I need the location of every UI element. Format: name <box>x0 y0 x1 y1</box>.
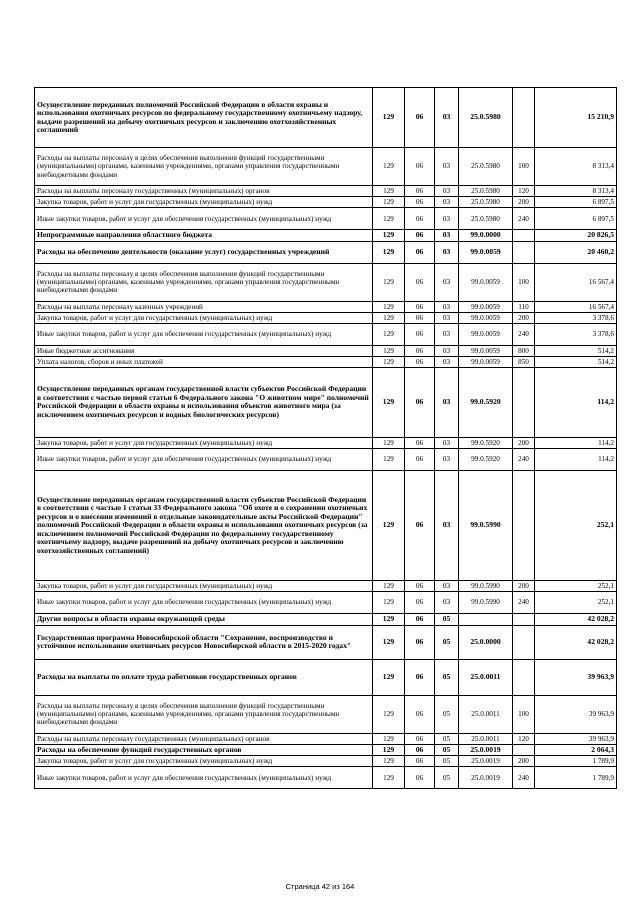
section-code-cell: 06 <box>405 470 435 580</box>
subsection-code-cell: 03 <box>435 470 459 580</box>
table-row <box>35 756 617 767</box>
section-code-cell: 06 <box>405 241 435 263</box>
row-name-cell: Закупка товаров, работ и услуг для государственных (муниципальных) нужд <box>35 756 373 767</box>
section-code-cell: 06 <box>405 208 435 230</box>
expense-type-code-cell <box>513 88 535 148</box>
subsection-code-cell: 03 <box>435 186 459 197</box>
section-code-cell: 06 <box>405 695 435 733</box>
row-name-cell: Расходы на обеспечение деятельности (оказание услуг) государственных учреждений <box>35 241 373 263</box>
row-name-cell: Расходы на обеспечение функций государственных органов <box>35 744 373 756</box>
table-row <box>35 592 617 614</box>
section-code-cell: 06 <box>405 301 435 312</box>
admin-code-cell: 129 <box>373 733 405 744</box>
row-name-cell: Закупка товаров, работ и услуг для государственных (муниципальных) нужд <box>35 580 373 591</box>
target-item-code-cell: 25.0.0019 <box>459 744 513 756</box>
target-item-code-cell: 99.0.5990 <box>459 470 513 580</box>
expense-type-code-cell <box>513 470 535 580</box>
target-item-code-cell: 25.0.5980 <box>459 197 513 208</box>
subsection-code-cell: 03 <box>435 197 459 208</box>
row-name-cell: Иные закупки товаров, работ и услуг для обеспечения государственных (муниципальных) нужд <box>35 592 373 614</box>
section-code-cell: 06 <box>405 88 435 148</box>
section-code-cell: 06 <box>405 312 435 323</box>
amount-cell: 39 963,9 <box>535 659 617 695</box>
row-name-cell: Иные закупки товаров, работ и услуг для обеспечения государственных (муниципальных) нужд <box>35 448 373 470</box>
row-name-cell: Иные закупки товаров, работ и услуг для обеспечения государственных (муниципальных) нужд <box>35 208 373 230</box>
table-row <box>35 733 617 744</box>
subsection-code-cell: 05 <box>435 756 459 767</box>
target-item-code-cell: 25.0.5980 <box>459 148 513 186</box>
row-name-cell: Осуществление переданных органам государственной власти субъектов Российской Федерации в соответствии с частью 1 статьи 33 Федерального закона "Об охоте и о сохранении охотничьих ресурсов и о внесении изменений в отдельные законодательные акты Российской Федерации" полномочий Российской Федерации в области охраны и использования охотничьих ресурсов (за исключением полномочий Российской Федерации по федеральному государственному охотничьему надзору, выдаче разрешений на добычу охотничьих ресурсов и заключению охотхозяйственных соглашений) <box>35 470 373 580</box>
target-item-code-cell: 99.0.5990 <box>459 580 513 591</box>
amount-cell: 114,2 <box>535 367 617 437</box>
admin-code-cell: 129 <box>373 263 405 301</box>
section-code-cell: 06 <box>405 367 435 437</box>
target-item-code-cell: 25.0.0019 <box>459 767 513 789</box>
admin-code-cell: 129 <box>373 448 405 470</box>
table-row <box>35 345 617 356</box>
row-name-cell: Другие вопросы в области охраны окружающей среды <box>35 614 373 626</box>
admin-code-cell: 129 <box>373 323 405 345</box>
section-code-cell: 06 <box>405 733 435 744</box>
amount-cell: 20 460,2 <box>535 241 617 263</box>
amount-cell: 39 963,9 <box>535 695 617 733</box>
target-item-code-cell: 99.0.0059 <box>459 323 513 345</box>
amount-cell: 252,1 <box>535 470 617 580</box>
admin-code-cell: 129 <box>373 592 405 614</box>
subsection-code-cell: 05 <box>435 659 459 695</box>
section-code-cell: 06 <box>405 744 435 756</box>
admin-code-cell: 129 <box>373 437 405 448</box>
section-code-cell: 06 <box>405 437 435 448</box>
section-code-cell: 06 <box>405 197 435 208</box>
admin-code-cell: 129 <box>373 186 405 197</box>
expense-type-code-cell: 200 <box>513 580 535 591</box>
budget-table <box>34 87 617 789</box>
amount-cell: 16 567,4 <box>535 301 617 312</box>
table-row <box>35 301 617 312</box>
row-name-cell: Расходы на выплаты персоналу в целях обеспечения выполнения функций государственными (муниципальными) органами, казенными учреждениями, органами управления государственными внебюджетными фондами <box>35 263 373 301</box>
row-name-cell: Расходы на выплаты персоналу в целях обеспечения выполнения функций государственными (муниципальными) органами, казенными учреждениями, органами управления государственными внебюджетными фондами <box>35 695 373 733</box>
admin-code-cell: 129 <box>373 744 405 756</box>
table-row <box>35 312 617 323</box>
amount-cell: 1 789,9 <box>535 756 617 767</box>
section-code-cell: 06 <box>405 767 435 789</box>
expense-type-code-cell: 850 <box>513 356 535 367</box>
target-item-code-cell: 99.0.0059 <box>459 356 513 367</box>
expense-type-code-cell <box>513 744 535 756</box>
table-row <box>35 208 617 230</box>
subsection-code-cell: 05 <box>435 767 459 789</box>
expense-type-code-cell <box>513 241 535 263</box>
admin-code-cell: 129 <box>373 197 405 208</box>
subsection-code-cell: 03 <box>435 208 459 230</box>
row-name-cell: Иные бюджетные ассигнования <box>35 345 373 356</box>
table-row <box>35 744 617 756</box>
section-code-cell: 06 <box>405 356 435 367</box>
expense-type-code-cell: 110 <box>513 301 535 312</box>
expense-type-code-cell <box>513 230 535 242</box>
section-code-cell: 06 <box>405 756 435 767</box>
row-name-cell: Иные закупки товаров, работ и услуг для обеспечения государственных (муниципальных) нужд <box>35 323 373 345</box>
table-row <box>35 186 617 197</box>
target-item-code-cell: 99.0.5990 <box>459 592 513 614</box>
row-name-cell: Закупка товаров, работ и услуг для государственных (муниципальных) нужд <box>35 197 373 208</box>
amount-cell: 42 028,2 <box>535 614 617 626</box>
section-code-cell: 06 <box>405 345 435 356</box>
subsection-code-cell: 05 <box>435 695 459 733</box>
table-row <box>35 241 617 263</box>
target-item-code-cell: 99.0.0059 <box>459 312 513 323</box>
table-row <box>35 470 617 580</box>
target-item-code-cell: 99.0.0059 <box>459 345 513 356</box>
target-item-code-cell: 99.0.5920 <box>459 448 513 470</box>
admin-code-cell: 129 <box>373 241 405 263</box>
target-item-code-cell: 99.0.0059 <box>459 263 513 301</box>
amount-cell: 3 378,6 <box>535 312 617 323</box>
amount-cell: 114,2 <box>535 437 617 448</box>
section-code-cell: 06 <box>405 614 435 626</box>
amount-cell: 8 313,4 <box>535 148 617 186</box>
expense-type-code-cell: 240 <box>513 592 535 614</box>
amount-cell: 6 897,5 <box>535 197 617 208</box>
admin-code-cell: 129 <box>373 625 405 659</box>
row-name-cell: Закупка товаров, работ и услуг для государственных (муниципальных) нужд <box>35 437 373 448</box>
admin-code-cell: 129 <box>373 614 405 626</box>
section-code-cell: 06 <box>405 625 435 659</box>
expense-type-code-cell <box>513 625 535 659</box>
subsection-code-cell: 05 <box>435 614 459 626</box>
amount-cell: 514,2 <box>535 345 617 356</box>
section-code-cell: 06 <box>405 659 435 695</box>
admin-code-cell: 129 <box>373 208 405 230</box>
target-item-code-cell: 25.0.5980 <box>459 88 513 148</box>
admin-code-cell: 129 <box>373 756 405 767</box>
row-name-cell: Расходы на выплаты персоналу казенных учреждений <box>35 301 373 312</box>
page-number: Страница 42 из 164 <box>285 882 355 891</box>
amount-cell: 114,2 <box>535 448 617 470</box>
table-row <box>35 448 617 470</box>
target-item-code-cell: 99.0.0059 <box>459 301 513 312</box>
expense-type-code-cell: 100 <box>513 695 535 733</box>
target-item-code-cell: 25.0.0011 <box>459 733 513 744</box>
expense-type-code-cell: 120 <box>513 186 535 197</box>
section-code-cell: 06 <box>405 448 435 470</box>
target-item-code-cell: 99.0.5920 <box>459 437 513 448</box>
row-name-cell: Расходы на выплаты по оплате труда работников государственных органов <box>35 659 373 695</box>
subsection-code-cell: 03 <box>435 148 459 186</box>
amount-cell: 15 210,9 <box>535 88 617 148</box>
amount-cell: 252,1 <box>535 580 617 591</box>
subsection-code-cell: 03 <box>435 580 459 591</box>
expense-type-code-cell: 200 <box>513 756 535 767</box>
target-item-code-cell: 25.0.0011 <box>459 695 513 733</box>
amount-cell: 39 963,9 <box>535 733 617 744</box>
section-code-cell: 06 <box>405 263 435 301</box>
expense-type-code-cell: 240 <box>513 767 535 789</box>
target-item-code-cell <box>459 614 513 626</box>
expense-type-code-cell <box>513 367 535 437</box>
budget-table-body <box>35 88 617 789</box>
table-row <box>35 88 617 148</box>
amount-cell: 42 028,2 <box>535 625 617 659</box>
section-code-cell: 06 <box>405 580 435 591</box>
subsection-code-cell: 03 <box>435 448 459 470</box>
expense-type-code-cell: 100 <box>513 148 535 186</box>
admin-code-cell: 129 <box>373 148 405 186</box>
subsection-code-cell: 05 <box>435 744 459 756</box>
subsection-code-cell: 03 <box>435 323 459 345</box>
row-name-cell: Расходы на выплаты персоналу государственных (муниципальных) органов <box>35 733 373 744</box>
section-code-cell: 06 <box>405 323 435 345</box>
subsection-code-cell: 03 <box>435 88 459 148</box>
expense-type-code-cell: 240 <box>513 448 535 470</box>
target-item-code-cell: 25.0.5980 <box>459 208 513 230</box>
row-name-cell: Государственная программа Новосибирской области "Сохранение, воспроизводство и устойчивое использование охотничьих ресурсов Новосибирской области в 2015-2020 годах" <box>35 625 373 659</box>
table-row <box>35 323 617 345</box>
table-row <box>35 367 617 437</box>
expense-type-code-cell: 200 <box>513 437 535 448</box>
admin-code-cell: 129 <box>373 88 405 148</box>
subsection-code-cell: 03 <box>435 437 459 448</box>
target-item-code-cell: 25.0.0011 <box>459 659 513 695</box>
subsection-code-cell: 03 <box>435 345 459 356</box>
subsection-code-cell: 03 <box>435 592 459 614</box>
expense-type-code-cell: 120 <box>513 733 535 744</box>
subsection-code-cell: 03 <box>435 230 459 242</box>
subsection-code-cell: 03 <box>435 263 459 301</box>
expense-type-code-cell: 200 <box>513 197 535 208</box>
admin-code-cell: 129 <box>373 470 405 580</box>
amount-cell: 2 064,3 <box>535 744 617 756</box>
admin-code-cell: 129 <box>373 767 405 789</box>
expense-type-code-cell: 800 <box>513 345 535 356</box>
amount-cell: 514,2 <box>535 356 617 367</box>
target-item-code-cell: 99.0.5920 <box>459 367 513 437</box>
table-row <box>35 263 617 301</box>
section-code-cell: 06 <box>405 592 435 614</box>
table-row <box>35 230 617 242</box>
table-row <box>35 197 617 208</box>
expense-type-code-cell: 240 <box>513 208 535 230</box>
admin-code-cell: 129 <box>373 367 405 437</box>
expense-type-code-cell: 200 <box>513 312 535 323</box>
admin-code-cell: 129 <box>373 301 405 312</box>
section-code-cell: 06 <box>405 148 435 186</box>
row-name-cell: Осуществление переданных органам государственной власти субъектов Российской Федерации в соответствии с частью первой статьи 6 Федерального закона "О животном мире" полномочий Российской Федерации в области охраны и использования объектов животного мира (за исключением охотничьих ресурсов и водных биологических ресурсов) <box>35 367 373 437</box>
table-row <box>35 148 617 186</box>
admin-code-cell: 129 <box>373 695 405 733</box>
subsection-code-cell: 03 <box>435 312 459 323</box>
subsection-code-cell: 03 <box>435 301 459 312</box>
subsection-code-cell: 03 <box>435 241 459 263</box>
subsection-code-cell: 05 <box>435 625 459 659</box>
amount-cell: 8 313,4 <box>535 186 617 197</box>
table-row <box>35 614 617 626</box>
amount-cell: 6 897,5 <box>535 208 617 230</box>
row-name-cell: Непрограммные направления областного бюджета <box>35 230 373 242</box>
admin-code-cell: 129 <box>373 230 405 242</box>
row-name-cell: Осуществление переданных полномочий Российской Федерации в области охраны и использования охотничьих ресурсов по федеральному государственному охотничьему надзору, выдаче разрешений на добычу охотничьих ресурсов и заключению охотхозяйственных соглашений <box>35 88 373 148</box>
table-row <box>35 580 617 591</box>
subsection-code-cell: 03 <box>435 356 459 367</box>
table-row <box>35 695 617 733</box>
row-name-cell: Расходы на выплаты персоналу в целях обеспечения выполнения функций государственными (муниципальными) органами, казенными учреждениями, органами управления государственными внебюджетными фондами <box>35 148 373 186</box>
expense-type-code-cell: 240 <box>513 323 535 345</box>
table-row <box>35 437 617 448</box>
expense-type-code-cell <box>513 614 535 626</box>
admin-code-cell: 129 <box>373 345 405 356</box>
table-row <box>35 356 617 367</box>
subsection-code-cell: 05 <box>435 733 459 744</box>
target-item-code-cell: 99.0.0000 <box>459 230 513 242</box>
amount-cell: 252,1 <box>535 592 617 614</box>
row-name-cell: Расходы на выплаты персоналу государственных (муниципальных) органов <box>35 186 373 197</box>
amount-cell: 1 789,9 <box>535 767 617 789</box>
row-name-cell: Уплата налогов, сборов и иных платежей <box>35 356 373 367</box>
admin-code-cell: 129 <box>373 312 405 323</box>
amount-cell: 20 826,5 <box>535 230 617 242</box>
subsection-code-cell: 03 <box>435 367 459 437</box>
table-row <box>35 767 617 789</box>
target-item-code-cell: 99.0.0059 <box>459 241 513 263</box>
table-row <box>35 659 617 695</box>
admin-code-cell: 129 <box>373 356 405 367</box>
admin-code-cell: 129 <box>373 580 405 591</box>
expense-type-code-cell: 100 <box>513 263 535 301</box>
row-name-cell: Закупка товаров, работ и услуг для государственных (муниципальных) нужд <box>35 312 373 323</box>
section-code-cell: 06 <box>405 230 435 242</box>
amount-cell: 3 378,6 <box>535 323 617 345</box>
admin-code-cell: 129 <box>373 659 405 695</box>
target-item-code-cell: 25.0.0000 <box>459 625 513 659</box>
section-code-cell: 06 <box>405 186 435 197</box>
target-item-code-cell: 25.0.5980 <box>459 186 513 197</box>
expense-type-code-cell <box>513 659 535 695</box>
target-item-code-cell: 25.0.0019 <box>459 756 513 767</box>
table-row <box>35 625 617 659</box>
row-name-cell: Иные закупки товаров, работ и услуг для обеспечения государственных (муниципальных) нужд <box>35 767 373 789</box>
amount-cell: 16 567,4 <box>535 263 617 301</box>
